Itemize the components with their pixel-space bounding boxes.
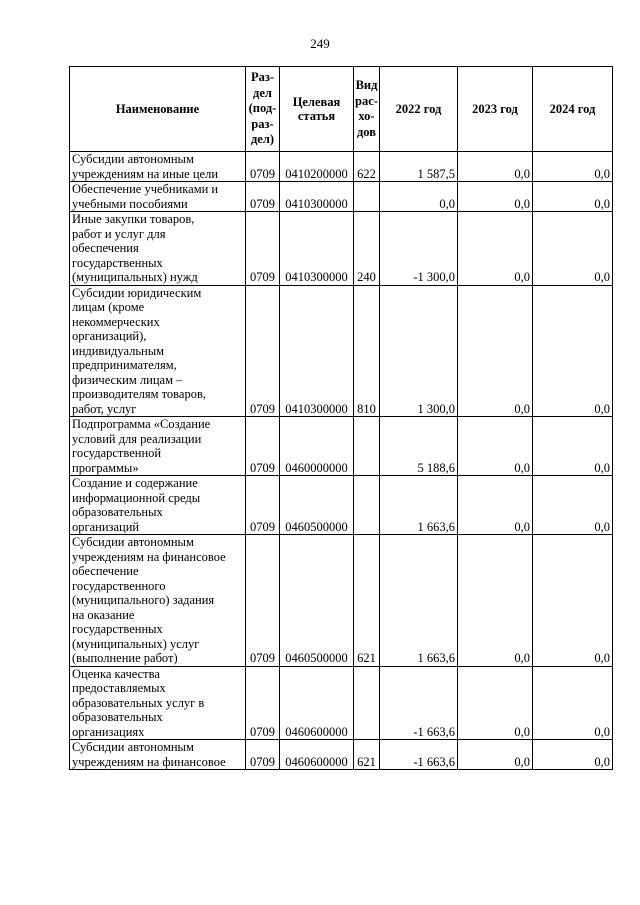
row-name: Обеспечение учебниками и учебными пособиями — [70, 182, 246, 212]
row-section: 0709 — [246, 535, 280, 667]
row-target-article: 0410200000 — [280, 152, 354, 182]
row-target-article: 0460500000 — [280, 535, 354, 667]
row-target-article: 0460500000 — [280, 476, 354, 535]
table-row — [70, 476, 613, 535]
row-value-2022: 1 587,5 — [380, 152, 458, 182]
row-value-2023: 0,0 — [458, 666, 533, 740]
header-name: Наименование — [70, 67, 246, 152]
row-value-2023: 0,0 — [458, 212, 533, 286]
table-row — [70, 182, 613, 212]
row-value-2023: 0,0 — [458, 535, 533, 667]
table-row — [70, 535, 613, 667]
row-expense-kind — [354, 417, 380, 476]
table-row — [70, 152, 613, 182]
row-expense-kind: 621 — [354, 535, 380, 667]
row-value-2023: 0,0 — [458, 476, 533, 535]
row-expense-kind: 622 — [354, 152, 380, 182]
row-value-2024: 0,0 — [533, 285, 613, 417]
row-target-article: 0410300000 — [280, 212, 354, 286]
row-section: 0709 — [246, 740, 280, 770]
row-target-article: 0460600000 — [280, 740, 354, 770]
row-expense-kind: 621 — [354, 740, 380, 770]
row-name: Подпрограмма «Создание условий для реализации государственной программы» — [70, 417, 246, 476]
row-value-2023: 0,0 — [458, 182, 533, 212]
row-value-2023: 0,0 — [458, 152, 533, 182]
table-row — [70, 666, 613, 740]
row-value-2022: 1 300,0 — [380, 285, 458, 417]
row-value-2024: 0,0 — [533, 666, 613, 740]
row-value-2022: -1 663,6 — [380, 740, 458, 770]
row-value-2023: 0,0 — [458, 285, 533, 417]
row-value-2022: -1 300,0 — [380, 212, 458, 286]
row-name: Создание и содержание информационной среды образовательных организаций — [70, 476, 246, 535]
row-expense-kind — [354, 182, 380, 212]
table-row — [70, 417, 613, 476]
table-header-row — [70, 67, 613, 152]
row-section: 0709 — [246, 417, 280, 476]
row-name: Субсидии юридическим лицам (кроме некоммерческих организаций), индивидуальным предпринимателям, физическим лицам – производителям товаров, работ, услуг — [70, 285, 246, 417]
row-section: 0709 — [246, 476, 280, 535]
table-row — [70, 212, 613, 286]
row-value-2022: 1 663,6 — [380, 476, 458, 535]
row-value-2024: 0,0 — [533, 182, 613, 212]
row-expense-kind: 240 — [354, 212, 380, 286]
row-value-2023: 0,0 — [458, 417, 533, 476]
header-expense-kind: Вид рас- хо- дов — [354, 67, 380, 152]
row-target-article: 0410300000 — [280, 182, 354, 212]
table-row — [70, 285, 613, 417]
row-expense-kind: 810 — [354, 285, 380, 417]
row-value-2022: 5 188,6 — [380, 417, 458, 476]
header-year-2022: 2022 год — [380, 67, 458, 152]
row-name: Субсидии автономным учреждениям на иные цели — [70, 152, 246, 182]
row-section: 0709 — [246, 666, 280, 740]
row-name: Оценка качества предоставляемых образовательных услуг в образовательных организациях — [70, 666, 246, 740]
row-value-2024: 0,0 — [533, 417, 613, 476]
table-row — [70, 740, 613, 770]
row-value-2022: 0,0 — [380, 182, 458, 212]
row-section: 0709 — [246, 212, 280, 286]
row-target-article: 0460600000 — [280, 666, 354, 740]
row-value-2022: 1 663,6 — [380, 535, 458, 667]
row-value-2024: 0,0 — [533, 740, 613, 770]
row-target-article: 0410300000 — [280, 285, 354, 417]
header-target: Целевая статья — [280, 67, 354, 152]
page-number: 249 — [310, 36, 330, 51]
header-section: Раз- дел (под- раз- дел) — [246, 67, 280, 152]
row-section: 0709 — [246, 285, 280, 417]
row-expense-kind — [354, 476, 380, 535]
row-value-2024: 0,0 — [533, 152, 613, 182]
row-value-2024: 0,0 — [533, 476, 613, 535]
header-year-2023: 2023 год — [458, 67, 533, 152]
row-expense-kind — [354, 666, 380, 740]
header-year-2024: 2024 год — [533, 67, 613, 152]
row-name: Субсидии автономным учреждениям на финансовое обеспечение государственного (муниципального) задания на оказание государственных (муниципальных) услуг (выполнение работ) — [70, 535, 246, 667]
row-value-2024: 0,0 — [533, 212, 613, 286]
row-value-2023: 0,0 — [458, 740, 533, 770]
row-name: Иные закупки товаров, работ и услуг для обеспечения государственных (муниципальных) нужд — [70, 212, 246, 286]
row-section: 0709 — [246, 182, 280, 212]
row-value-2022: -1 663,6 — [380, 666, 458, 740]
table-body — [70, 152, 613, 770]
row-name: Субсидии автономным учреждениям на финансовое — [70, 740, 246, 770]
row-target-article: 0460000000 — [280, 417, 354, 476]
budget-table — [69, 66, 613, 770]
row-value-2024: 0,0 — [533, 535, 613, 667]
row-section: 0709 — [246, 152, 280, 182]
